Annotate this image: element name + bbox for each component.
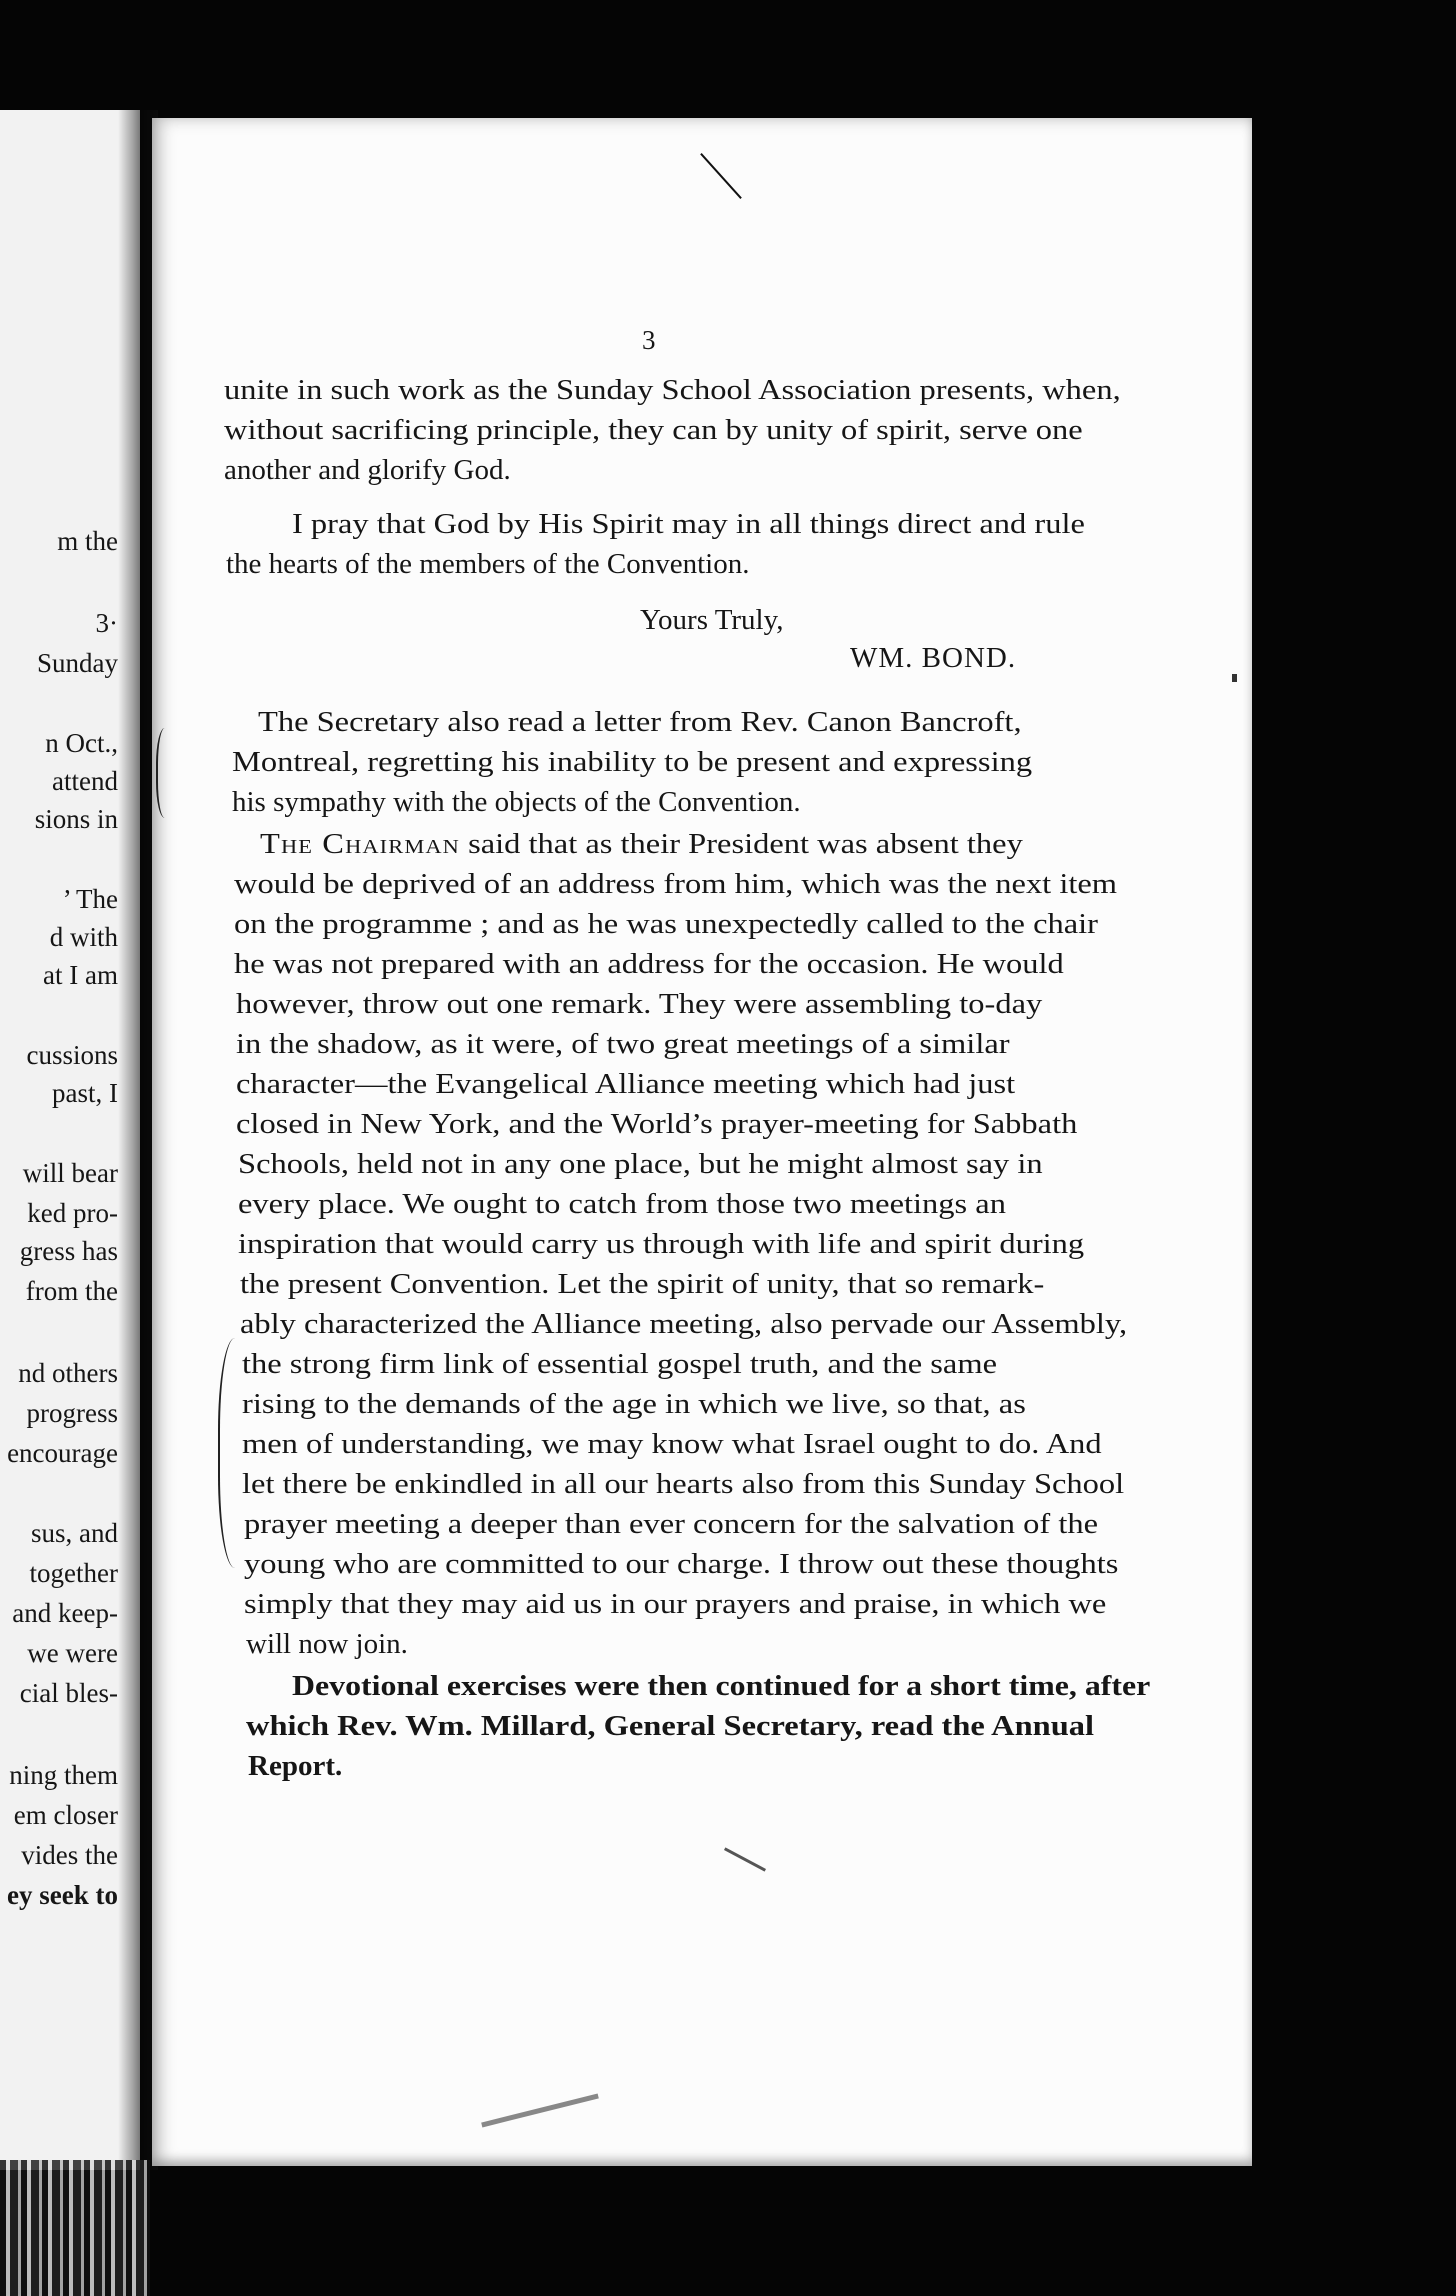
- text-line: The Secretary also read a letter from Rev. Canon Bancroft,: [258, 706, 1022, 738]
- left-text-fragment: vides the: [21, 1840, 118, 1870]
- text-line: closed in New York, and the World’s prayer-meeting for Sabbath: [236, 1108, 1078, 1140]
- text-line: the present Convention. Let the spirit of unity, that so remark-: [240, 1268, 1045, 1300]
- text-line: another and glorify God.: [224, 454, 511, 486]
- left-text-fragment: attend: [52, 766, 118, 796]
- text-line: men of understanding, we may know what Israel ought to do. And: [242, 1428, 1102, 1460]
- text-line: let there be enkindled in all our hearts also from this Sunday School: [242, 1468, 1125, 1500]
- left-text-fragment: ked pro-: [27, 1198, 118, 1228]
- left-text-fragment: m the: [57, 526, 118, 556]
- text-line: however, throw out one remark. They were assembling to-day: [236, 988, 1043, 1020]
- left-text-fragment: sions in: [34, 804, 118, 834]
- text-line: character—the Evangelical Alliance meeting which had just: [236, 1068, 1016, 1100]
- left-text-fragment: Sunday: [37, 648, 118, 678]
- text-line: I pray that God by His Spirit may in all things direct and rule: [292, 508, 1085, 540]
- left-text-fragment: together: [29, 1558, 118, 1588]
- text-line: rising to the demands of the age in which we live, so that, as: [242, 1388, 1026, 1420]
- text-line: without sacrificing principle, they can by unity of spirit, serve one: [224, 414, 1083, 446]
- text-line: [260, 830, 1023, 859]
- text-line: Montreal, regretting his inability to be present and expressing: [232, 746, 1033, 778]
- text-line: simply that they may aid us in our prayers and praise, in which we: [244, 1588, 1107, 1620]
- scan-mark: [724, 1847, 766, 1871]
- left-text-fragment: from the: [25, 1276, 118, 1306]
- left-text-fragment: nd others: [18, 1358, 118, 1388]
- text-line: which Rev. Wm. Millard, General Secretary, read the Annual: [246, 1710, 1095, 1742]
- text-line: ably characterized the Alliance meeting, also pervade our Assembly,: [240, 1308, 1128, 1340]
- text-line: Report.: [248, 1750, 343, 1782]
- left-text-fragment: em closer: [13, 1800, 118, 1830]
- text-line: on the programme ; and as he was unexpectedly called to the chair: [234, 908, 1099, 940]
- left-text-fragment: ey seek to: [7, 1880, 118, 1910]
- text-line: Schools, held not in any one place, but he might almost say in: [238, 1148, 1043, 1180]
- text-line: will now join.: [246, 1628, 408, 1660]
- text-line: inspiration that would carry us through with life and spirit during: [238, 1228, 1085, 1260]
- left-text-fragment: n Oct.,: [45, 728, 118, 758]
- text-line: would be deprived of an address from him, which was the next item: [234, 868, 1118, 900]
- text-line: he was not prepared with an address for the occasion. He would: [234, 948, 1064, 980]
- left-text-fragment: cussions: [26, 1040, 118, 1070]
- scan-mark: [481, 2094, 599, 2128]
- signature-name: WM. BOND.: [850, 642, 1017, 674]
- left-text-fragment: we were: [27, 1638, 118, 1668]
- text-line: Devotional exercises were then continued for a short time, after: [292, 1670, 1151, 1702]
- left-text-fragment: and keep-: [12, 1598, 118, 1628]
- text-line: prayer meeting a deeper than ever concern for the salvation of the: [244, 1508, 1098, 1540]
- left-text-fragment: past, I: [52, 1078, 118, 1108]
- left-text-fragment: ’ The: [62, 884, 118, 914]
- left-text-fragment: d with: [49, 922, 118, 952]
- scan-mark: [1232, 674, 1237, 682]
- left-text-fragment: will bear: [22, 1158, 118, 1188]
- text-line: every place. We ought to catch from those two meetings an: [238, 1188, 1006, 1220]
- text-line: the strong firm link of essential gospel truth, and the same: [242, 1348, 998, 1380]
- left-text-fragment: sus, and: [31, 1518, 118, 1548]
- left-text-fragment: encourage: [7, 1438, 118, 1468]
- text-line: unite in such work as the Sunday School Association presents, when,: [224, 374, 1121, 406]
- page-edges: [0, 2160, 150, 2296]
- main-page: [152, 118, 1252, 2166]
- pen-mark: [156, 728, 178, 818]
- left-text-fragment: gress has: [19, 1236, 118, 1266]
- page-number: 3: [642, 325, 656, 355]
- speaker-name: The Chairman: [260, 828, 460, 860]
- closing-salutation: Yours Truly,: [640, 604, 784, 636]
- text-line-rest: said that as their President was absent they: [459, 828, 1023, 860]
- scan-mark: [700, 153, 742, 199]
- text-line: young who are committed to our charge. I throw out these thoughts: [244, 1548, 1119, 1580]
- text-line: in the shadow, as it were, of two great meetings of a similar: [236, 1028, 1010, 1060]
- text-line: the hearts of the members of the Convention.: [226, 548, 750, 580]
- text-line: his sympathy with the objects of the Convention.: [232, 786, 801, 818]
- left-text-fragment: progress: [26, 1398, 118, 1428]
- left-text-fragment: at I am: [43, 960, 118, 990]
- left-text-fragment: ning them: [9, 1760, 118, 1790]
- left-text-fragment: 3·: [95, 608, 118, 638]
- left-text-fragment: cial bles-: [19, 1678, 118, 1708]
